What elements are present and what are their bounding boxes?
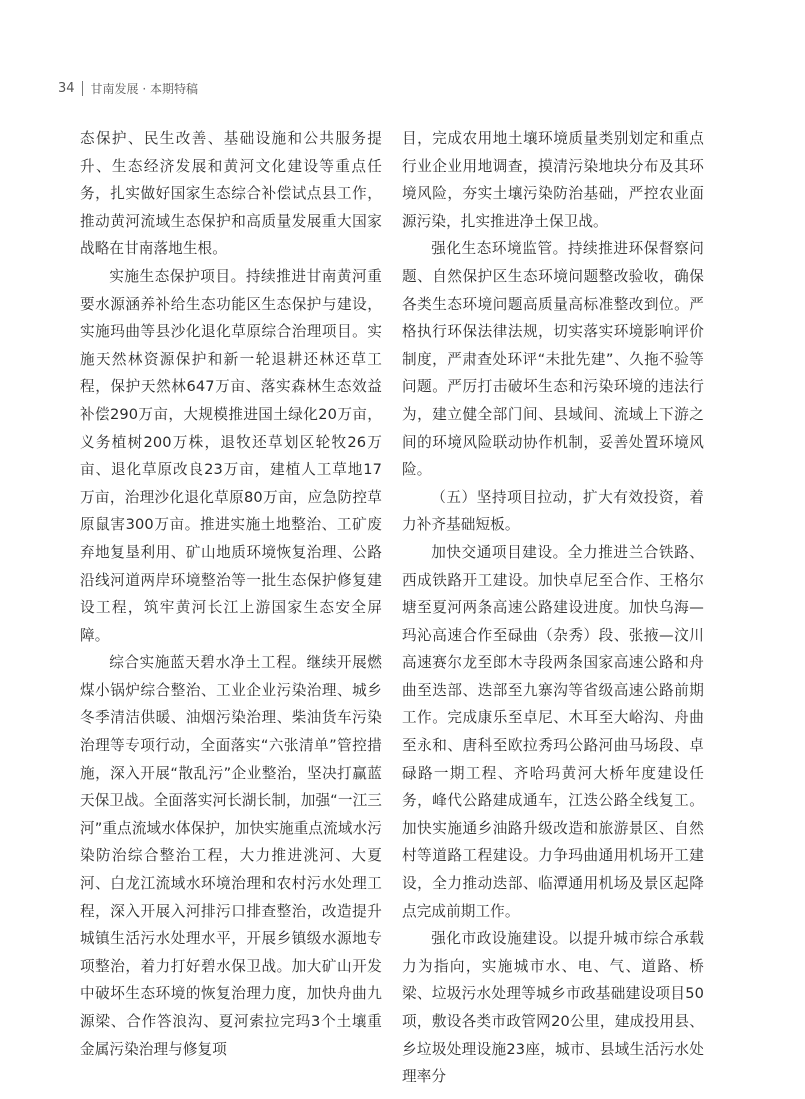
paragraph: 目，完成农用地土壤环境质量类别划定和重点行业企业用地调查，摸清污染地块分布及其环境风险，夯实土壤污染防治基础，严控农业面源污染，扎实推进净土保卫战。 — [402, 130, 704, 230]
header-divider — [82, 81, 83, 96]
paragraph: 实施生态保护项目。持续推进甘南黄河重要水源涵养补给生态功能区生态保护与建设，实施玛曲等县沙化退化草原综合治理项目。实施天然林资源保护和新一轮退耕还林还草工程，保护天然林647万亩、落实森林生态效益补偿290万亩，大规模推进国土绿化20万亩，义务植树200万株，退牧还草划区轮牧26万亩、退化草原改良23万亩，建植人工草地17万亩，治理沙化退化草原80万亩，应急防控草原鼠害300万亩。推进实施土地整治、工矿废弃地复垦利用、矿山地质环境恢复治理、公路沿线河道两岸环境整治等一批生态保护修复建设工程，筑牢黄河长江上游国家生态安全屏障。 — [80, 267, 382, 644]
page-number: 34 — [58, 80, 75, 96]
paragraph: 态保护、民生改善、基础设施和公共服务提升、生态经济发展和黄河文化建设等重点任务，扎实做好国家生态综合补偿试点县工作，推动黄河流域生态保护和高质量发展重大国家战略在甘南落地生根。 — [80, 130, 382, 258]
section-heading: （五）坚持项目拉动，扩大有效投资，着力补齐基础短板。 — [402, 488, 704, 534]
right-text-column — [402, 125, 704, 1091]
paragraph: 加快交通项目建设。全力推进兰合铁路、西成铁路开工建设。加快卓尼至合作、王格尔塘至夏河两条高速公路建设进度。加快乌海—玛沁高速合作至碌曲（杂秀）段、张掖—汶川高速赛尔龙至郎木寺段两条国家高速公路和舟曲至迭部、迭部至九寨沟等省级高速公路前期工作。完成康乐至卓尼、木耳至大峪沟、舟曲至永和、唐科至欧拉秀玛公路河曲马场段、卓碌路一期工程、齐哈玛黄河大桥年度建设任务，峰代公路建成通车，江迭公路全线复工。加快实施通乡油路升级改造和旅游景区、自然村等道路工程建设。力争玛曲通用机场开工建设，全力推动迭部、临潭通用机场及景区起降点完成前期工作。 — [402, 543, 704, 920]
running-header — [58, 78, 198, 98]
paragraph: 强化生态环境监管。持续推进环保督察问题、自然保护区生态环境问题整改验收，确保各类生态环境问题高质量高标准整改到位。严格执行环保法律法规，切实落实环境影响评价制度，严肃查处环评“未批先建”、久拖不验等问题。严厉打击破坏生态和污染环境的违法行为，建立健全部门间、县域间、流域上下游之间的环境风险联动协作机制，妥善处置环境风险。 — [402, 240, 704, 479]
paragraph: 强化市政设施建设。以提升城市综合承载力为指向，实施城市水、电、气、道路、桥梁、垃圾污水处理等城乡市政基础建设项目50项，敷设各类市政管网20公里，建成投用县、乡垃圾处理设施23座，城市、县域生活污水处理率分 — [402, 930, 704, 1086]
publication-title: 甘南发展 · 本期特稿 — [90, 81, 198, 96]
left-text-column — [80, 125, 382, 1063]
paragraph: 综合实施蓝天碧水净土工程。继续开展燃煤小锅炉综合整治、工业企业污染治理、城乡冬季清洁供暖、油烟污染治理、柴油货车污染治理等专项行动，全面落实“六张清单”管控措施，深入开展“散乱污”企业整治，坚决打赢蓝天保卫战。全面落实河长湖长制，加强“一江三河”重点流域水体保护，加快实施重点流域水污染防治综合整治工程，大力推进洮河、大夏河、白龙江流域水环境治理和农村污水处理工程，深入开展入河排污口排查整治，改造提升城镇生活污水处理水平，开展乡镇级水源地专项整治，着力打好碧水保卫战。加大矿山开发中破坏生态环境的恢复治理力度，加快舟曲九源梁、合作答浪沟、夏河索拉完玛3个土壤重金属污染治理与修复项 — [80, 654, 382, 1058]
